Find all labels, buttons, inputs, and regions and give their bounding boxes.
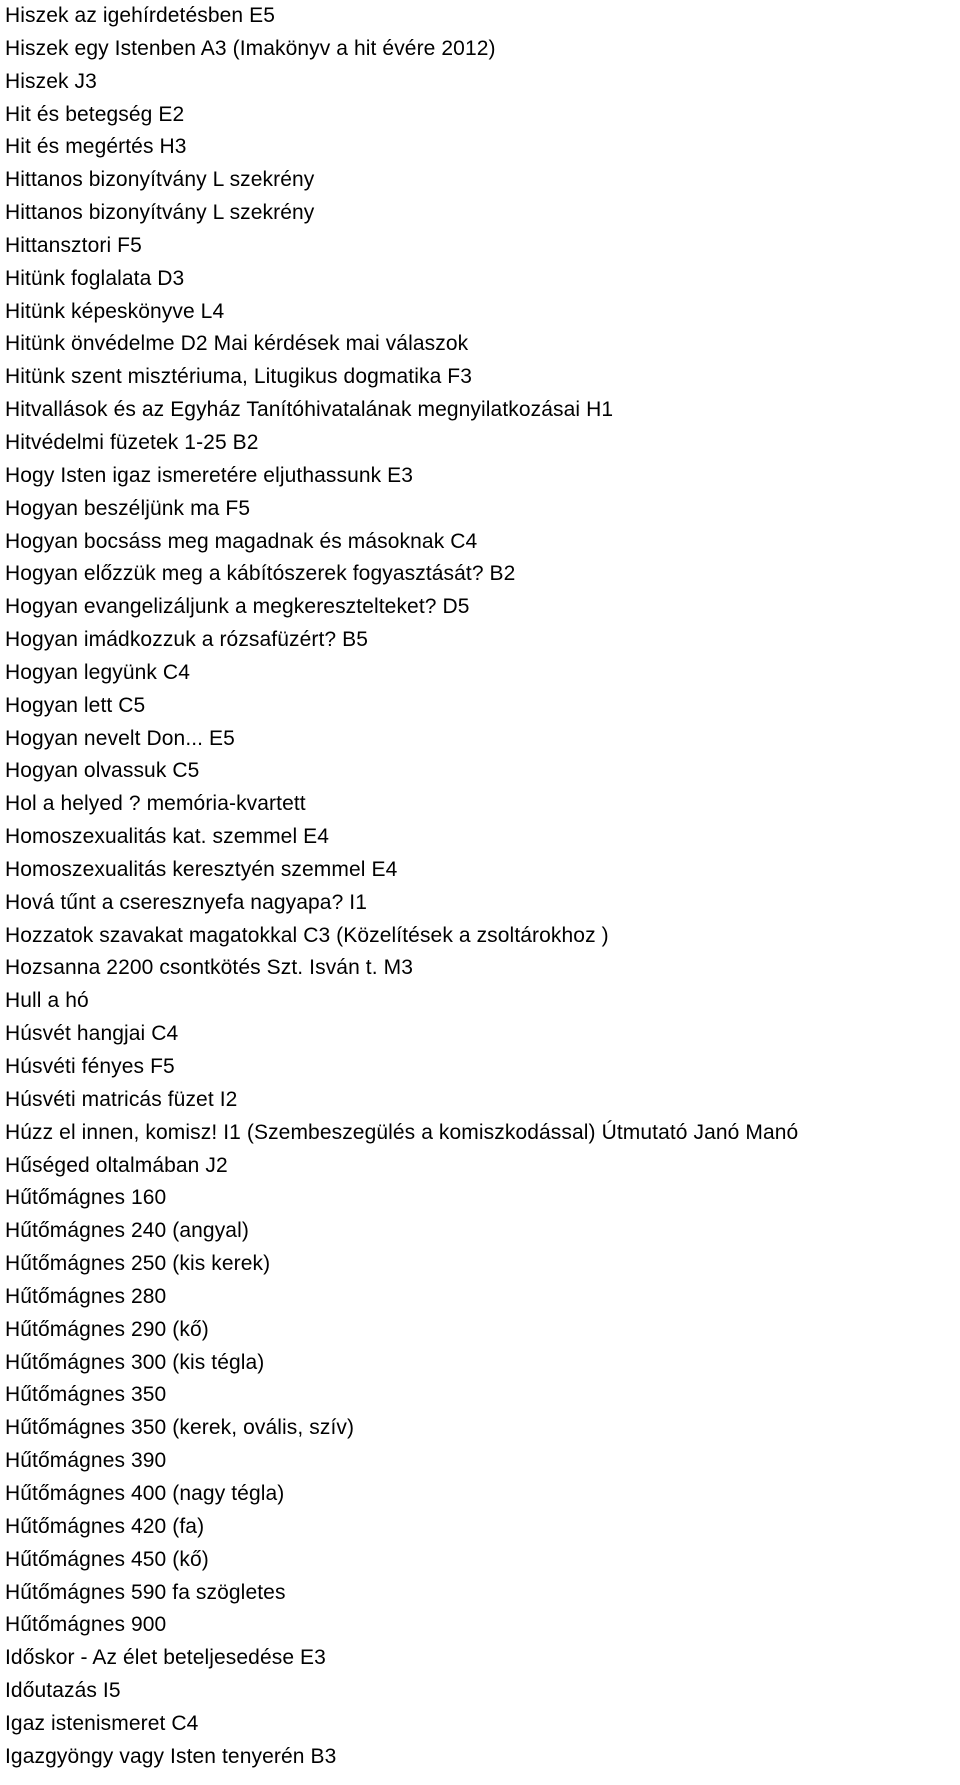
catalog-entry: Homoszexualitás kat. szemmel E4 (5, 825, 330, 849)
catalog-entry: Igaz istenismeret C4 (5, 1711, 199, 1735)
catalog-entry: Hiszek egy Istenben A3 (Imakönyv a hit évére 2012) (5, 36, 496, 60)
catalog-entry: Hűtőmágnes 450 (kő) (5, 1547, 209, 1571)
catalog-entry: Hűtőmágnes 160 (5, 1186, 167, 1210)
catalog-entry: Hűtőmágnes 290 (kő) (5, 1317, 209, 1341)
catalog-entry: Hittanos bizonyítvány L szekrény (5, 201, 315, 225)
catalog-entry: Hogyan bocsáss meg magadnak és másoknak C4 (5, 529, 478, 553)
catalog-entry: Hittanos bizonyítvány L szekrény (5, 168, 315, 192)
catalog-entry: Hogyan olvassuk C5 (5, 759, 200, 783)
catalog-entry: Hogyan beszéljünk ma F5 (5, 496, 251, 520)
catalog-list (5, 0, 960, 1774)
catalog-entry: Hitünk foglalata D3 (5, 266, 185, 290)
catalog-entry: Hol a helyed ? memória-kvartett (5, 792, 306, 816)
catalog-entry: Igazgyöngy vagy Isten tenyerén B3 (5, 1744, 337, 1768)
catalog-entry: Hull a hó (5, 989, 89, 1013)
catalog-entry: Hiszek J3 (5, 69, 97, 93)
catalog-entry: Hogyan lett C5 (5, 693, 146, 717)
catalog-entry: Hűtőmágnes 900 (5, 1613, 167, 1637)
catalog-entry: Hűtőmágnes 250 (kis kerek) (5, 1252, 271, 1276)
catalog-entry: Hűtőmágnes 590 fa szögletes (5, 1580, 286, 1604)
catalog-entry: Hogy Isten igaz ismeretére eljuthassunk E3 (5, 463, 414, 487)
catalog-entry: Húsvét hangjai C4 (5, 1022, 179, 1046)
catalog-entry: Hogyan imádkozzuk a rózsafüzért? B5 (5, 628, 369, 652)
catalog-entry: Hogyan evangelizáljunk a megkereszteltеket? D5 (5, 595, 470, 619)
catalog-entry: Hűtőmágnes 300 (kis tégla) (5, 1350, 265, 1374)
catalog-entry: Hová tűnt a cseresznyefa nagyapa? I1 (5, 890, 367, 914)
catalog-entry: Húzz el innen, komisz! I1 (Szembeszegülés a komiszkodással) Útmutató Janó Manó (5, 1120, 799, 1144)
catalog-entry: Hozzatok szavakat magatokkal C3 (Közelítések a zsoltárokhoz ) (5, 923, 609, 947)
catalog-entry: Hűtőmágnes 240 (angyal) (5, 1219, 249, 1243)
catalog-entry: Hit és megértés H3 (5, 135, 187, 159)
catalog-entry: Hűtőmágnes 400 (nagy tégla) (5, 1481, 285, 1505)
catalog-entry: Hogyan legyünk C4 (5, 660, 190, 684)
catalog-entry: Hiszek az igehírdetésben E5 (5, 4, 276, 27)
catalog-entry: Hogyan előzzük meg a kábítószerek fogyasztását? B2 (5, 562, 516, 586)
catalog-entry: Hozsanna 2200 csontkötés Szt. Isván t. M3 (5, 956, 413, 980)
catalog-entry: Időutazás I5 (5, 1679, 121, 1703)
catalog-entry: Hitünk képeskönyve L4 (5, 299, 225, 323)
catalog-entry: Hitvallások és az Egyház Tanítóhivatalának megnyilatkozásai H1 (5, 398, 614, 422)
catalog-entry: Homoszexualitás keresztyén szemmel E4 (5, 857, 398, 881)
catalog-entry: Hit és betegség E2 (5, 102, 185, 126)
catalog-entry: Hűtőmágnes 280 (5, 1284, 167, 1308)
catalog-entry: Húsvéti matricás füzet I2 (5, 1087, 238, 1111)
catalog-entry: Hitünk önvédelme D2 Mai kérdések mai válaszok (5, 332, 469, 356)
catalog-entry: Húsvéti fényes F5 (5, 1055, 175, 1078)
catalog-entry: Hűtőmágnes 390 (5, 1449, 167, 1473)
catalog-entry: Hűtőmágnes 420 (fa) (5, 1514, 205, 1538)
catalog-entry: Hitünk szent misztériuma, Litugikus dogmatika F3 (5, 365, 472, 389)
catalog-entry: Hűtőmágnes 350 (5, 1383, 167, 1407)
catalog-entry: Hittansztori F5 (5, 233, 142, 257)
catalog-entry: Hitvédelmi füzetek 1-25 B2 (5, 430, 259, 454)
catalog-entry: Hűtőmágnes 350 (kerek, ovális, szív) (5, 1416, 355, 1440)
catalog-entry: Hogyan nevelt Don... E5 (5, 726, 235, 750)
catalog-entry: Hűséged oltalmában J2 (5, 1153, 228, 1177)
catalog-entry: Időskor - Az élet beteljesedése E3 (5, 1646, 326, 1670)
